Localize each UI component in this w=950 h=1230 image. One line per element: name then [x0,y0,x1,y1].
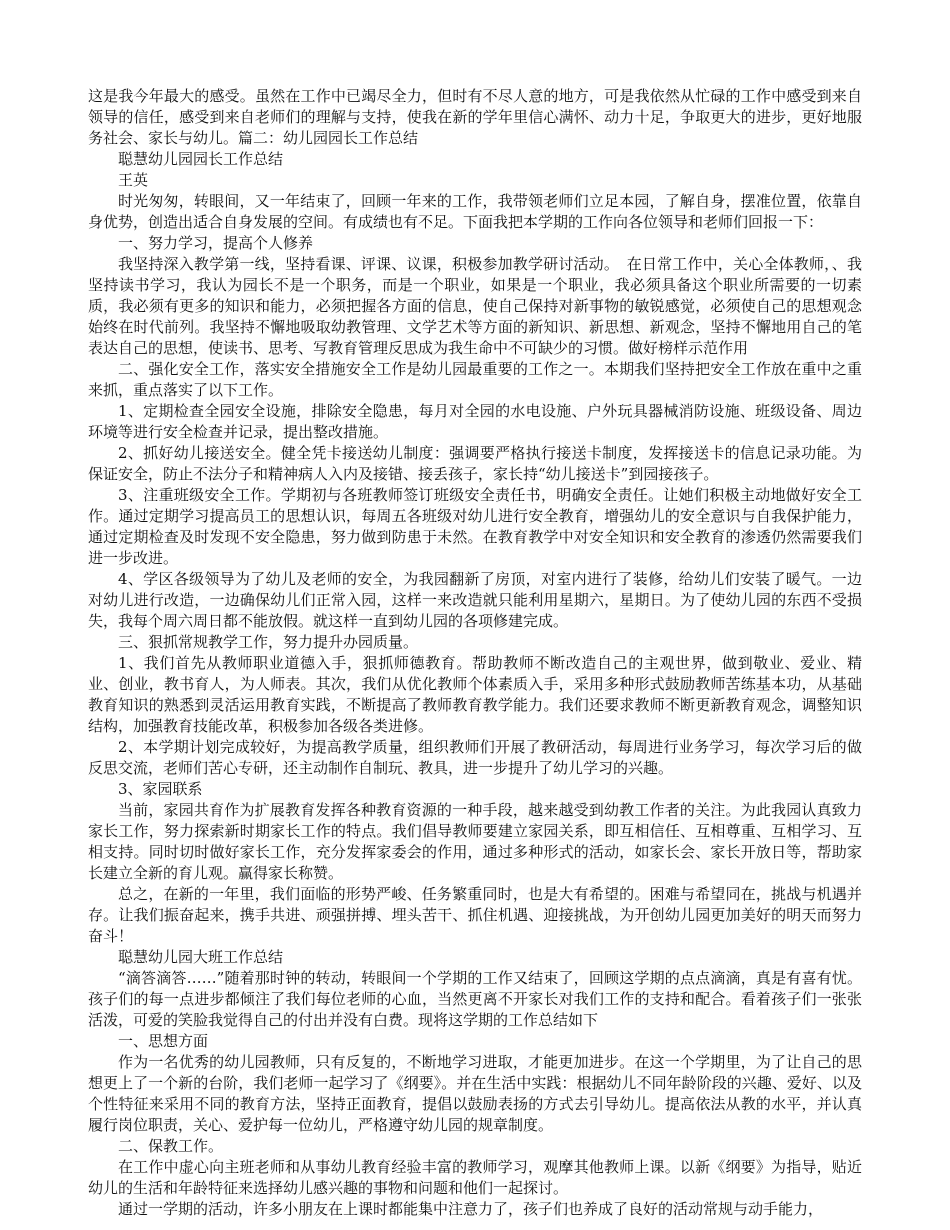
heading-study: 一、努力学习，提高个人修养 [118,234,314,252]
paragraph-care-1: 在工作中虚心向主班老师和从事幼儿教育经验丰富的教师学习，观摩其他教师上课。以新《纲要》为指导，贴近幼儿的生活和年龄特征来选择幼儿感兴趣的事物和问题和他们一起探讨。 [88,1158,862,1197]
paragraph-safety-2: 2、抓好幼儿接送安全。健全凭卡接送幼儿制度：强调要严格执行接送卡制度，发挥接送卡的信息记录功能。为保证安全，防止不法分子和精神病人入内及接错、接丢孩子，家长持“幼儿接送卡”到园接孩子。 [88,444,862,483]
heading-home-school: 3、家园联系 [118,780,203,798]
paragraph-intro: 时光匆匆，转眼间，又一年结束了，回顾一年来的工作，我带领老师们立足本园，了解自身，摆准位置，依靠自身优势，创造出适合自身发展的空间。有成绩也有不足。下面我把本学期的工作向各位领导和老师们回报一下： [88,192,862,231]
paragraph-intro-2: “滴答滴答……”随着那时钟的转动，转眼间一个学期的工作又结束了，回顾这学期的点点滴滴，真是有喜有忧。孩子们的每一点进步都倾注了我们每位老师的心血，当然更离不开家长对我们工作的支持和配合。看着孩子们一张张活泼，可爱的笑脸我觉得自己的付出并没有白费。现将这学期的工作总结如下 [88,969,862,1029]
heading-teaching: 三、狠抓常规教学工作，努力提升办园质量。 [118,633,419,651]
author-name: 王英 [118,171,149,189]
paragraph-safety-3: 3、注重班级安全工作。学期初与各班教师签订班级安全责任书，明确安全责任。让她们积极主动地做好安全工作。通过定期学习提高员工的思想认识，每周五各班级对幼儿进行安全教育，增强幼儿的安全意识与自我保护能力，通过定期检查及时发现不安全隐患，努力做到防患于未然。在教育教学中对安全知识和安全教育的渗透仍然需要我们进一步改进。 [88,486,862,567]
paragraph-thought: 作为一名优秀的幼儿园教师，只有反复的，不断地学习进取，才能更加进步。在这一个学期里，为了让自己的思想更上了一个新的台阶，我们老师一起学习了《纲要》。并在生活中实践：根据幼儿不同年龄阶段的兴趣、爱好、以及个性特征来采用不同的教育方法，坚持正面教育，提倡以鼓励表扬的方式去引导幼儿。提高依法从教的水平，并认真履行岗位职责，关心、爱护每一位幼儿，严格遵守幼儿园的规章制度。 [88,1053,862,1134]
paragraph-safety-1: 1、定期检查全园安全设施，排除安全隐患，每月对全园的水电设施、户外玩具器械消防设施、班级设备、周边环境等进行安全检查并记录，提出整改措施。 [88,402,862,441]
paragraph-1: 这是我今年最大的感受。虽然在工作中已竭尽全力，但时有不尽人意的地方，可是我依然从忙碌的工作中感受到来自领导的信任，感受到来自老师们的理解与支持，使我在新的学年里信心满怀、动力十足，争取更大的进步，更好地服务社会、家长与幼儿。篇二：幼儿园园长工作总结 [88,87,862,147]
section-title: 聪慧幼儿园园长工作总结 [118,150,284,168]
paragraph-teaching-2: 2、本学期计划完成较好，为提高教学质量，组织教师们开展了教研活动，每周进行业务学习，每次学习后的做反思交流，老师们苦心专研，还主动制作自制玩、教具，进一步提升了幼儿学习的兴趣。 [88,738,862,777]
heading-care: 二、保教工作。 [118,1137,224,1155]
paragraph-teaching-1: 1、我们首先从教师职业道德入手，狠抓师德教育。帮助教师不断改造自己的主观世界，做到敬业、爱业、精业、创业，教书育人，为人师表。其次，我们从优化教师个体素质入手，采用多种形式鼓励教师苦练基本功，从基础教育知识的熟悉到灵活运用教育实践，不断提高了教师教育教学能力。我们还要求教师不断更新教育观念，调整知识结构，加强教育技能改革，积极参加各级各类进修。 [88,654,862,735]
paragraph-conclusion: 总之，在新的一年里，我们面临的形势严峻、任务繁重同时，也是大有希望的。困难与希望同在，挑战与机遇并存。让我们振奋起来，携手共进、顽强拼搏、埋头苦干、抓住机遇、迎接挑战，为开创幼儿园更加美好的明天而努力奋斗！ [88,885,862,945]
section-title-2: 聪慧幼儿园大班工作总结 [118,948,284,966]
paragraph-safety-4: 4、学区各级领导为了幼儿及老师的安全，为我园翻新了房顶，对室内进行了装修，给幼儿们安装了暖气。一边对幼儿进行改造，一边确保幼儿们正常入园，这样一来改造就只能利用星期六，星期日。为了使幼儿园的东西不受损失，我每个周六周日都不能放假。就这样一直到幼儿园的各项修建完成。 [88,570,862,630]
paragraph-care-2: 通过一学期的活动，许多小朋友在上课时都能集中注意力了，孩子们也养成了良好的活动常规与动手能力， [118,1200,824,1218]
paragraph-study: 我坚持深入教学第一线，坚持看课、评课、议课，积极参加教学研讨活动。 在日常工作中，关心全体教师，、我坚持读书学习，我认为园长不是一个职务，而是一个职业，如果是一个职业，我必须具备这个职业所需要的一切素质，我必须有更多的知识和能力，必须把握各方面的信息，使自己保持对新事物的敏锐感觉，必须使自己的思想观念始终在时代前列。我坚持不懈地吸取幼教管理、文学艺术等方面的新知识、新思想、新观念，坚持不懈地用自己的笔表达自己的思想，使读书、思考、写教育管理反思成为我生命中不可缺少的习惯。做好榜样示范作用 [88,255,862,357]
paragraph-home-school: 当前，家园共育作为扩展教育发挥各种教育资源的一种手段，越来越受到幼教工作者的关注。为此我园认真致力家长工作，努力探索新时期家长工作的特点。我们倡导教师要建立家园关系，即互相信任、互相尊重、互相学习、互相支持。同时切时做好家长工作，充分发挥家委会的作用，通过多种形式的活动，如家长会、家长开放日等，帮助家长建立全新的育儿观。赢得家长称赞。 [88,801,862,882]
heading-safety: 二、强化安全工作，落实安全措施安全工作是幼儿园最重要的工作之一。本期我们坚持把安全工作放在重中之重来抓，重点落实了以下工作。 [88,360,862,399]
heading-thought: 一、思想方面 [118,1032,209,1050]
